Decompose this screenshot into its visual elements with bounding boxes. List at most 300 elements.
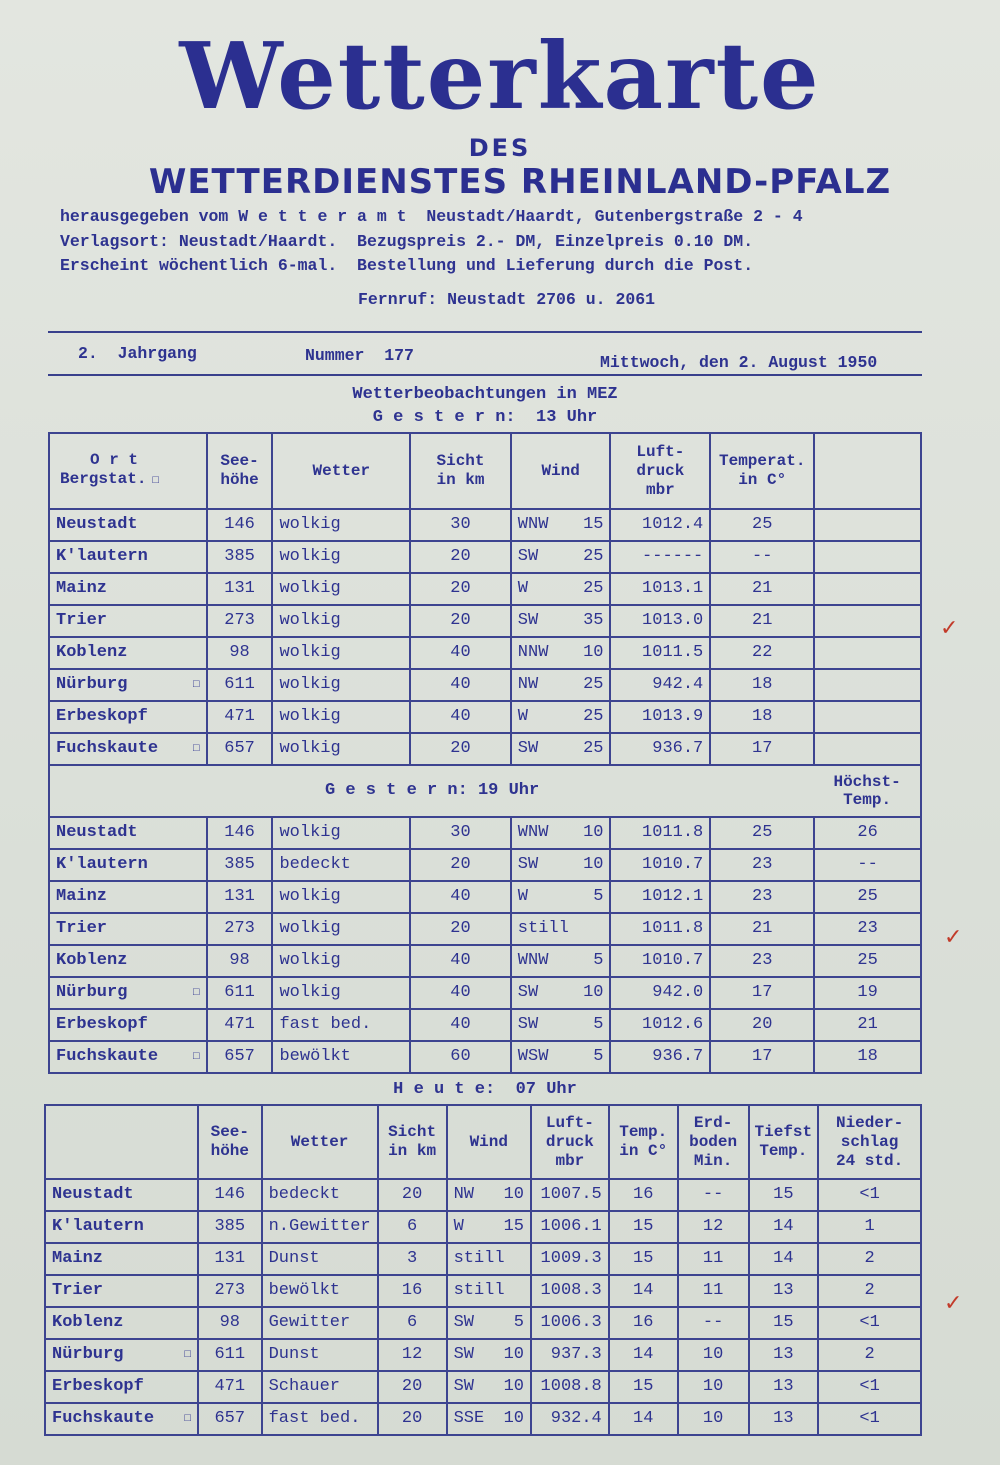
niederschlag-header: Nieder- schlag 24 std. bbox=[818, 1105, 921, 1179]
erdboden-cell: 11 bbox=[678, 1243, 749, 1275]
luftdruck-cell: 1013.1 bbox=[610, 573, 710, 605]
seehoehe-cell: 657 bbox=[207, 733, 273, 765]
erdboden-cell: -- bbox=[678, 1307, 749, 1339]
table-row bbox=[49, 701, 921, 733]
wind-speed: 10 bbox=[503, 1377, 524, 1396]
wind-direction: SW bbox=[517, 739, 539, 758]
erdboden-cell: 11 bbox=[678, 1275, 749, 1307]
erdboden-cell: 10 bbox=[678, 1339, 749, 1371]
seehoehe-cell: 611 bbox=[207, 669, 273, 701]
wind-cell bbox=[511, 1009, 611, 1041]
station-name-cell bbox=[49, 701, 207, 733]
wind-direction: SW bbox=[517, 547, 539, 566]
niederschlag-cell: 1 bbox=[818, 1211, 921, 1243]
hoechst-temp-cell: 18 bbox=[814, 1041, 921, 1073]
sicht-cell: 3 bbox=[378, 1243, 447, 1275]
luftdruck-cell: 1006.3 bbox=[531, 1307, 609, 1339]
seehoehe-cell: 611 bbox=[198, 1339, 262, 1371]
sicht-cell: 30 bbox=[410, 817, 511, 849]
wetter-header: Wetter bbox=[262, 1105, 378, 1179]
wetter-header: Wetter bbox=[272, 433, 410, 509]
seehoehe-header: See- höhe bbox=[198, 1105, 262, 1179]
wind-value bbox=[454, 1250, 524, 1268]
wind-header: Wind bbox=[511, 433, 611, 509]
wind-value bbox=[518, 984, 604, 1002]
jahrgang: 2. Jahrgang bbox=[78, 344, 197, 363]
station-name: K'lautern bbox=[52, 1217, 144, 1236]
table-row bbox=[45, 1403, 921, 1435]
luftdruck-cell: 1012.6 bbox=[610, 1009, 710, 1041]
hoechst-header: Höchst- Temp. bbox=[814, 765, 921, 817]
wind-speed: 10 bbox=[583, 855, 604, 874]
luftdruck-cell: 1006.1 bbox=[531, 1211, 609, 1243]
luftdruck-cell: 942.4 bbox=[610, 669, 710, 701]
wetter-cell: wolkig bbox=[272, 881, 410, 913]
mountain-station-icon: □ bbox=[184, 1413, 191, 1425]
wind-speed: 10 bbox=[503, 1185, 524, 1204]
table-row bbox=[49, 669, 921, 701]
wetter-cell: bewölkt bbox=[262, 1275, 378, 1307]
section-13uhr-title: G e s t e r n: 13 Uhr bbox=[372, 408, 598, 427]
wind-cell bbox=[511, 881, 611, 913]
seehoehe-cell: 471 bbox=[207, 1009, 273, 1041]
wind-value bbox=[454, 1346, 524, 1364]
seehoehe-cell: 131 bbox=[207, 881, 273, 913]
sicht-cell: 40 bbox=[410, 669, 511, 701]
table-row bbox=[45, 1307, 921, 1339]
station-name-cell bbox=[49, 637, 207, 669]
luftdruck-cell: 937.3 bbox=[531, 1339, 609, 1371]
wind-direction: NW bbox=[453, 1185, 474, 1204]
tiefst-cell: 14 bbox=[749, 1211, 819, 1243]
wind-speed: 25 bbox=[583, 547, 604, 566]
sicht-cell: 20 bbox=[378, 1403, 447, 1435]
seehoehe-cell: 131 bbox=[198, 1243, 262, 1275]
wind-cell bbox=[511, 817, 611, 849]
table-row bbox=[45, 1179, 921, 1211]
table-heute bbox=[44, 1104, 922, 1436]
wind-cell bbox=[511, 945, 611, 977]
wetter-cell: wolkig bbox=[272, 509, 410, 541]
wetter-cell: wolkig bbox=[272, 733, 410, 765]
wetter-cell: n.Gewitter bbox=[262, 1211, 378, 1243]
wetter-cell: wolkig bbox=[272, 817, 410, 849]
station-name-cell bbox=[45, 1371, 198, 1403]
station-name: Nürburg bbox=[56, 983, 128, 1002]
luftdruck-cell: 1010.7 bbox=[610, 945, 710, 977]
seehoehe-cell: 471 bbox=[198, 1371, 262, 1403]
station-name: Trier bbox=[56, 919, 108, 938]
station-name-cell bbox=[49, 509, 207, 541]
table-row bbox=[49, 945, 921, 977]
mountain-station-icon: □ bbox=[184, 1349, 191, 1361]
seehoehe-cell: 98 bbox=[198, 1307, 262, 1339]
temp-cell: 15 bbox=[609, 1211, 678, 1243]
wind-direction: still bbox=[453, 1249, 505, 1268]
temp-cell: 16 bbox=[609, 1307, 678, 1339]
section-19uhr-title-row bbox=[49, 765, 921, 817]
wetter-cell: Dunst bbox=[262, 1243, 378, 1275]
wind-speed: 15 bbox=[503, 1217, 524, 1236]
wetter-cell: wolkig bbox=[272, 573, 410, 605]
station-name: K'lautern bbox=[56, 547, 148, 566]
sicht-cell: 6 bbox=[378, 1307, 447, 1339]
luftdruck-cell: 1008.8 bbox=[531, 1371, 609, 1403]
tiefst-header: Tiefst Temp. bbox=[749, 1105, 819, 1179]
station-name: Fuchskaute bbox=[52, 1409, 155, 1428]
rule-bottom bbox=[48, 374, 922, 376]
seehoehe-header: See- höhe bbox=[207, 433, 273, 509]
wind-direction: SW bbox=[517, 983, 539, 1002]
temp-cell: 17 bbox=[710, 733, 814, 765]
station-name: Trier bbox=[52, 1281, 104, 1300]
wind-cell bbox=[511, 913, 611, 945]
table-row bbox=[49, 881, 921, 913]
station-name: Erbeskopf bbox=[52, 1377, 144, 1396]
wind-value bbox=[518, 580, 604, 598]
seehoehe-cell: 657 bbox=[207, 1041, 273, 1073]
tiefst-cell: 13 bbox=[749, 1275, 819, 1307]
temp-cell: 25 bbox=[710, 817, 814, 849]
wetter-cell: wolkig bbox=[272, 605, 410, 637]
observations-title: Wetterbeobachtungen in MEZ bbox=[352, 385, 618, 404]
publishing-place-line: Verlagsort: Neustadt/Haardt. Bezugspreis 2.- DM, Einzelpreis 0.10 DM. bbox=[60, 232, 754, 251]
station-name-cell bbox=[49, 733, 207, 765]
wind-cell bbox=[511, 637, 611, 669]
table-row bbox=[45, 1243, 921, 1275]
wind-direction: still bbox=[453, 1281, 505, 1300]
wetter-cell: bedeckt bbox=[272, 849, 410, 881]
temp-cell: 15 bbox=[609, 1371, 678, 1403]
erdboden-header: Erd- boden Min. bbox=[678, 1105, 749, 1179]
table-header-row bbox=[49, 433, 921, 509]
niederschlag-cell: 2 bbox=[818, 1339, 921, 1371]
temp-header: Temperat. in C° bbox=[710, 433, 814, 509]
section-19uhr-body bbox=[49, 817, 921, 1073]
seehoehe-cell: 471 bbox=[207, 701, 273, 733]
hoechst-temp-cell: 26 bbox=[814, 817, 921, 849]
wind-speed: 25 bbox=[583, 739, 604, 758]
wind-direction: SW bbox=[517, 1015, 539, 1034]
station-name: Koblenz bbox=[56, 951, 128, 970]
temp-cell: 25 bbox=[710, 509, 814, 541]
station-name-cell bbox=[45, 1275, 198, 1307]
luftdruck-cell: ------ bbox=[610, 541, 710, 573]
luftdruck-cell: 932.4 bbox=[531, 1403, 609, 1435]
sicht-cell: 40 bbox=[410, 881, 511, 913]
ort-header bbox=[49, 433, 207, 509]
masthead-organization: WETTERDIENSTES RHEINLAND-PFALZ bbox=[148, 162, 892, 202]
table-row bbox=[49, 573, 921, 605]
wind-speed: 35 bbox=[583, 611, 604, 630]
temp-cell: 18 bbox=[710, 701, 814, 733]
station-name: Erbeskopf bbox=[56, 1015, 148, 1034]
temp-cell: 21 bbox=[710, 573, 814, 605]
wind-direction: SSE bbox=[453, 1409, 485, 1428]
wind-cell bbox=[447, 1275, 531, 1307]
hoechst-temp-cell: 25 bbox=[814, 881, 921, 913]
wind-speed: 10 bbox=[503, 1345, 524, 1364]
sicht-cell: 60 bbox=[410, 1041, 511, 1073]
hoechst-temp-cell: 23 bbox=[814, 913, 921, 945]
temp-cell: 21 bbox=[710, 605, 814, 637]
luftdruck-cell: 1009.3 bbox=[531, 1243, 609, 1275]
extra-cell bbox=[814, 605, 921, 637]
station-name: Erbeskopf bbox=[56, 707, 148, 726]
ort-header-label: O r t bbox=[90, 451, 139, 469]
wind-direction: SW bbox=[453, 1377, 474, 1396]
niederschlag-cell: 2 bbox=[818, 1243, 921, 1275]
wind-speed: 5 bbox=[593, 887, 604, 906]
wind-direction: SW bbox=[517, 611, 539, 630]
seehoehe-cell: 98 bbox=[207, 945, 273, 977]
wind-cell bbox=[511, 733, 611, 765]
sicht-cell: 20 bbox=[410, 605, 511, 637]
niederschlag-cell: <1 bbox=[818, 1179, 921, 1211]
luftdruck-cell: 1012.4 bbox=[610, 509, 710, 541]
wind-header: Wind bbox=[447, 1105, 531, 1179]
seehoehe-cell: 385 bbox=[207, 541, 273, 573]
station-name-cell bbox=[49, 573, 207, 605]
wind-cell bbox=[511, 509, 611, 541]
wind-speed: 25 bbox=[583, 675, 604, 694]
wind-value bbox=[518, 1016, 604, 1034]
sicht-header: Sicht in km bbox=[378, 1105, 447, 1179]
wetter-cell: wolkig bbox=[272, 541, 410, 573]
extra-cell bbox=[814, 541, 921, 573]
temp-cell: 23 bbox=[710, 881, 814, 913]
wind-direction: NNW bbox=[517, 643, 549, 662]
seehoehe-cell: 273 bbox=[207, 913, 273, 945]
wetter-cell: wolkig bbox=[272, 669, 410, 701]
temp-cell: 17 bbox=[710, 977, 814, 1009]
wind-direction: W bbox=[517, 887, 528, 906]
wetter-cell: bedeckt bbox=[262, 1179, 378, 1211]
wind-cell bbox=[511, 849, 611, 881]
section-07uhr-body bbox=[45, 1179, 921, 1435]
table-gestern bbox=[48, 432, 922, 1074]
wind-direction: WNW bbox=[517, 951, 549, 970]
station-name: Nürburg bbox=[56, 675, 128, 694]
seehoehe-cell: 385 bbox=[198, 1211, 262, 1243]
seehoehe-cell: 146 bbox=[207, 509, 273, 541]
sicht-cell: 16 bbox=[378, 1275, 447, 1307]
sicht-cell: 40 bbox=[410, 701, 511, 733]
wind-speed: 10 bbox=[583, 983, 604, 1002]
station-name: Neustadt bbox=[52, 1185, 134, 1204]
wind-speed: 10 bbox=[583, 823, 604, 842]
section-13uhr-body bbox=[49, 509, 921, 765]
wetter-cell: Gewitter bbox=[262, 1307, 378, 1339]
table-row bbox=[45, 1371, 921, 1403]
wetter-cell: Schauer bbox=[262, 1371, 378, 1403]
tiefst-cell: 13 bbox=[749, 1371, 819, 1403]
table3-header-row bbox=[45, 1105, 921, 1179]
station-name: Fuchskaute bbox=[56, 739, 159, 758]
table-row bbox=[45, 1339, 921, 1371]
extra-header bbox=[814, 433, 921, 509]
wind-value bbox=[518, 708, 604, 726]
seehoehe-cell: 146 bbox=[207, 817, 273, 849]
niederschlag-cell: 2 bbox=[818, 1275, 921, 1307]
table-row bbox=[45, 1211, 921, 1243]
wind-speed: 25 bbox=[583, 707, 604, 726]
temp-cell: 23 bbox=[710, 849, 814, 881]
temp-cell: 16 bbox=[609, 1179, 678, 1211]
luftdruck-cell: 1012.1 bbox=[610, 881, 710, 913]
tiefst-cell: 15 bbox=[749, 1179, 819, 1211]
wind-value bbox=[454, 1410, 524, 1428]
wind-speed: 15 bbox=[583, 515, 604, 534]
station-name-cell bbox=[49, 977, 207, 1009]
wind-value bbox=[518, 516, 604, 534]
station-name: Mainz bbox=[56, 887, 108, 906]
wetter-cell: Dunst bbox=[262, 1339, 378, 1371]
tiefst-cell: 13 bbox=[749, 1339, 819, 1371]
distribution-line: Erscheint wöchentlich 6-mal. Bestellung und Lieferung durch die Post. bbox=[60, 256, 754, 275]
wind-cell bbox=[511, 605, 611, 637]
station-name: Koblenz bbox=[52, 1313, 124, 1332]
sicht-cell: 20 bbox=[410, 573, 511, 605]
rule-top bbox=[48, 331, 922, 333]
extra-cell bbox=[814, 509, 921, 541]
wind-value bbox=[518, 824, 604, 842]
station-name-cell bbox=[49, 1009, 207, 1041]
station-name-cell bbox=[49, 945, 207, 977]
extra-cell bbox=[814, 701, 921, 733]
luftdruck-cell: 1013.9 bbox=[610, 701, 710, 733]
station-name: Neustadt bbox=[56, 823, 138, 842]
wind-value bbox=[518, 888, 604, 906]
station-name: K'lautern bbox=[56, 855, 148, 874]
tiefst-cell: 13 bbox=[749, 1403, 819, 1435]
wind-value bbox=[518, 548, 604, 566]
luftdruck-cell: 1008.3 bbox=[531, 1275, 609, 1307]
station-name: Neustadt bbox=[56, 515, 138, 534]
publisher-line: herausgegeben vom W e t t e r a m t Neustadt/Haardt, Gutenbergstraße 2 - 4 bbox=[60, 207, 803, 226]
wind-cell bbox=[447, 1179, 531, 1211]
sicht-header: Sicht in km bbox=[410, 433, 511, 509]
wind-direction: SW bbox=[453, 1313, 474, 1332]
niederschlag-cell: <1 bbox=[818, 1403, 921, 1435]
seehoehe-cell: 385 bbox=[207, 849, 273, 881]
tiefst-cell: 15 bbox=[749, 1307, 819, 1339]
seehoehe-cell: 273 bbox=[198, 1275, 262, 1307]
luftdruck-cell: 1011.8 bbox=[610, 817, 710, 849]
section-19uhr-title: G e s t e r n: 19 Uhr bbox=[49, 765, 814, 817]
mountain-station-icon: □ bbox=[193, 987, 200, 999]
table-row bbox=[49, 605, 921, 637]
seehoehe-cell: 98 bbox=[207, 637, 273, 669]
wetter-cell: fast bed. bbox=[272, 1009, 410, 1041]
temp-cell: 20 bbox=[710, 1009, 814, 1041]
seehoehe-cell: 611 bbox=[207, 977, 273, 1009]
wind-cell bbox=[511, 573, 611, 605]
wind-speed: 5 bbox=[593, 1015, 604, 1034]
table-row bbox=[49, 509, 921, 541]
wetter-cell: bewölkt bbox=[272, 1041, 410, 1073]
wind-value bbox=[518, 856, 604, 874]
temp-header: Temp. in C° bbox=[609, 1105, 678, 1179]
wind-value bbox=[518, 612, 604, 630]
erdboden-cell: 10 bbox=[678, 1371, 749, 1403]
temp-cell: 17 bbox=[710, 1041, 814, 1073]
seehoehe-cell: 146 bbox=[198, 1179, 262, 1211]
tiefst-cell: 14 bbox=[749, 1243, 819, 1275]
mountain-station-icon: □ bbox=[152, 475, 160, 487]
luftdruck-cell: 1010.7 bbox=[610, 849, 710, 881]
luftdruck-cell: 1011.5 bbox=[610, 637, 710, 669]
mountain-station-icon: □ bbox=[193, 743, 200, 755]
sicht-cell: 20 bbox=[410, 541, 511, 573]
sicht-cell: 40 bbox=[410, 945, 511, 977]
ort-header-empty bbox=[45, 1105, 198, 1179]
wind-direction: SW bbox=[517, 855, 539, 874]
wind-speed: 10 bbox=[503, 1409, 524, 1428]
wind-direction: WNW bbox=[517, 823, 549, 842]
sicht-cell: 6 bbox=[378, 1211, 447, 1243]
sicht-cell: 40 bbox=[410, 977, 511, 1009]
table-row bbox=[49, 913, 921, 945]
station-name-cell bbox=[49, 605, 207, 637]
wind-value bbox=[454, 1314, 524, 1332]
luftdruck-cell: 936.7 bbox=[610, 733, 710, 765]
station-name-cell bbox=[49, 817, 207, 849]
temp-cell: 22 bbox=[710, 637, 814, 669]
mountain-station-icon: □ bbox=[193, 679, 200, 691]
hoechst-temp-cell: 19 bbox=[814, 977, 921, 1009]
seehoehe-cell: 273 bbox=[207, 605, 273, 637]
wind-cell bbox=[447, 1371, 531, 1403]
wind-direction: W bbox=[517, 579, 528, 598]
temp-cell: 14 bbox=[609, 1403, 678, 1435]
station-name-cell bbox=[45, 1307, 198, 1339]
wind-cell bbox=[447, 1307, 531, 1339]
temp-cell: 14 bbox=[609, 1275, 678, 1307]
issue-date: Mittwoch, den 2. August 1950 bbox=[600, 353, 878, 372]
table-row bbox=[49, 637, 921, 669]
erdboden-cell: 12 bbox=[678, 1211, 749, 1243]
station-name-cell bbox=[49, 669, 207, 701]
wind-direction: SW bbox=[453, 1345, 474, 1364]
issue-number: Nummer 177 bbox=[305, 346, 414, 365]
niederschlag-cell: <1 bbox=[818, 1371, 921, 1403]
bergstat-header-label: Bergstat. bbox=[60, 470, 147, 488]
erdboden-cell: -- bbox=[678, 1179, 749, 1211]
wind-cell bbox=[511, 541, 611, 573]
table-row bbox=[49, 817, 921, 849]
wind-speed: 25 bbox=[583, 579, 604, 598]
wind-speed: 5 bbox=[593, 1047, 604, 1066]
table-row bbox=[49, 1009, 921, 1041]
luftdruck-cell: 1007.5 bbox=[531, 1179, 609, 1211]
wind-cell bbox=[447, 1243, 531, 1275]
wind-direction: WSW bbox=[517, 1047, 549, 1066]
station-name-cell bbox=[49, 913, 207, 945]
luftdruck-header: Luft- druck mbr bbox=[610, 433, 710, 509]
temp-cell: 23 bbox=[710, 945, 814, 977]
erdboden-cell: 10 bbox=[678, 1403, 749, 1435]
table-row bbox=[49, 733, 921, 765]
station-name-cell bbox=[49, 1041, 207, 1073]
table-row bbox=[49, 849, 921, 881]
hoechst-temp-cell: 25 bbox=[814, 945, 921, 977]
wind-speed: 10 bbox=[583, 643, 604, 662]
wind-value bbox=[454, 1378, 524, 1396]
station-name-cell bbox=[45, 1211, 198, 1243]
station-name: Mainz bbox=[52, 1249, 104, 1268]
temp-cell: 14 bbox=[609, 1339, 678, 1371]
